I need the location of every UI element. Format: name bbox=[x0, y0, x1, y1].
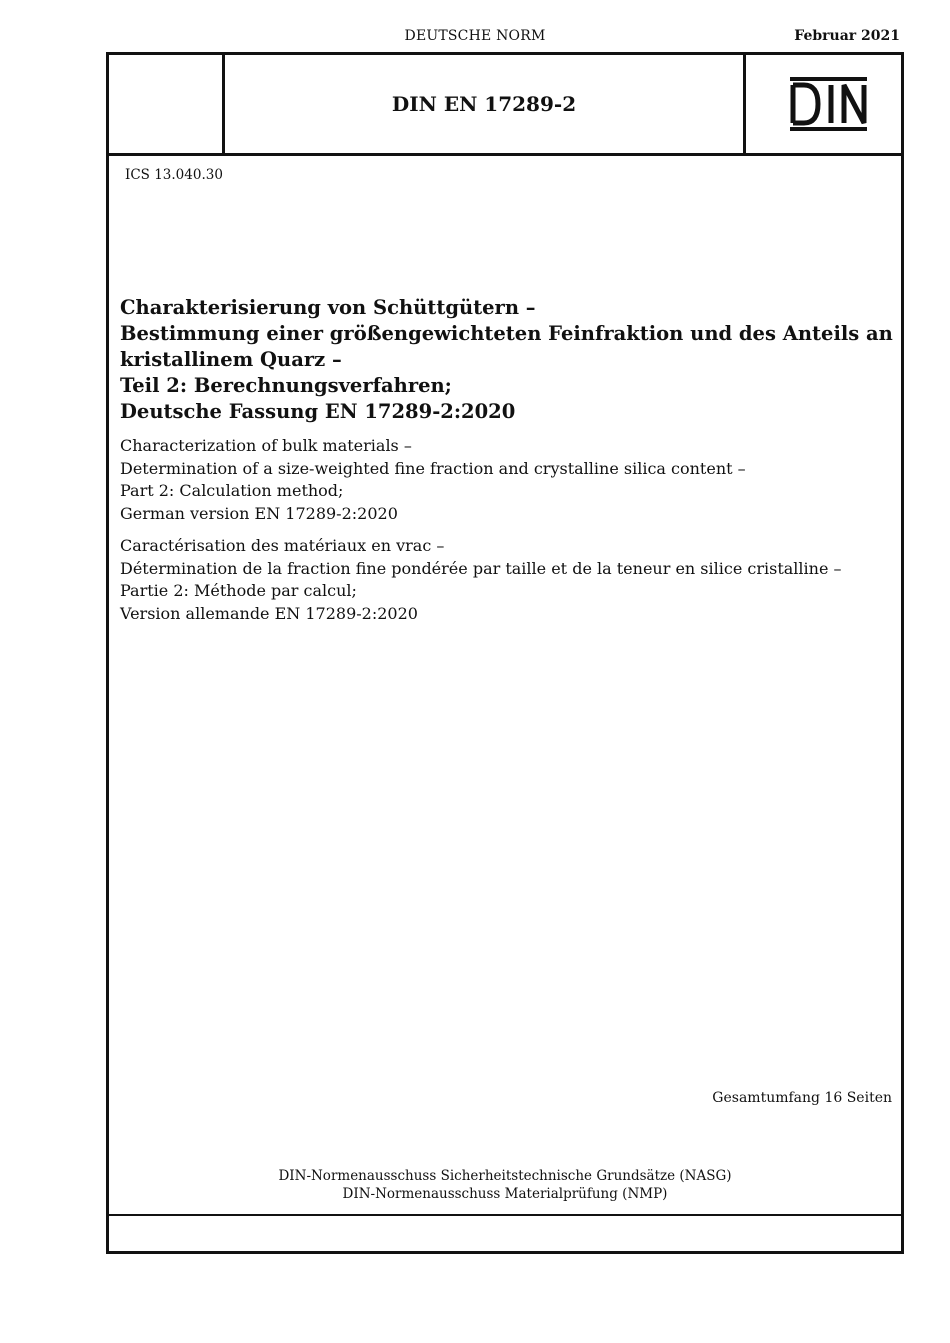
title-french bbox=[120, 535, 890, 625]
title-german-line: kristallinem Quarz – bbox=[120, 348, 342, 371]
header-empty-cell bbox=[109, 55, 225, 153]
title-french-line: Version allemande EN 17289-2:2020 bbox=[120, 603, 418, 623]
ics-code: ICS 13.040.30 bbox=[125, 167, 223, 183]
title-english-line: German version EN 17289-2:2020 bbox=[120, 503, 398, 523]
title-german-line: Bestimmung einer größengewichteten Feinfraktion und des Anteils an bbox=[120, 322, 893, 345]
title-german-line: Teil 2: Berechnungsverfahren; bbox=[120, 374, 452, 397]
header-row bbox=[109, 55, 901, 156]
committee-line: DIN-Normenausschuss Materialprüfung (NMP) bbox=[342, 1186, 668, 1202]
committees bbox=[109, 1167, 901, 1203]
title-english bbox=[120, 435, 880, 525]
cover-frame bbox=[106, 52, 904, 1254]
title-french-line: Partie 2: Méthode par calcul; bbox=[120, 581, 357, 600]
title-french-line: Caractérisation des matériaux en vrac – bbox=[120, 536, 445, 555]
title-english-line: Determination of a size-weighted fine fraction and crystalline silica content – bbox=[120, 458, 746, 478]
title-german bbox=[120, 295, 893, 425]
footer-divider bbox=[109, 1214, 901, 1216]
title-english-line: Characterization of bulk materials – bbox=[120, 436, 412, 455]
total-pages: Gesamtumfang 16 Seiten bbox=[712, 1090, 892, 1106]
din-logo bbox=[746, 55, 901, 153]
title-english-line: Part 2: Calculation method; bbox=[120, 481, 344, 500]
title-german-line: Deutsche Fassung EN 17289-2:2020 bbox=[120, 400, 516, 423]
publication-date: Februar 2021 bbox=[794, 28, 900, 44]
din-logo-icon bbox=[746, 55, 901, 153]
title-french-line: Détermination de la fraction fine pondérée par taille et de la teneur en silice cristalline – bbox=[120, 558, 842, 578]
norm-label: DEUTSCHE NORM bbox=[404, 28, 546, 44]
committee-line: DIN-Normenausschuss Sicherheitstechnische Grundsätze (NASG) bbox=[278, 1168, 732, 1184]
header-doc-cell bbox=[225, 55, 746, 153]
document-number: DIN EN 17289-2 bbox=[391, 92, 577, 116]
svg-text:DIN: DIN bbox=[828, 115, 831, 116]
title-german-line: Charakterisierung von Schüttgütern – bbox=[120, 296, 536, 319]
